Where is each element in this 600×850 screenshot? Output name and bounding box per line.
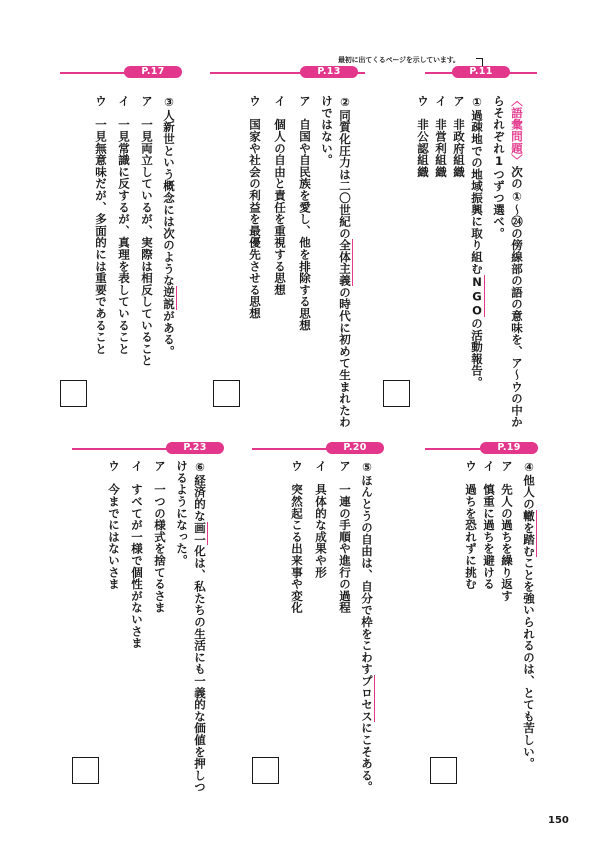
q5-answer-box[interactable] bbox=[252, 757, 279, 784]
q5-option-a bbox=[336, 460, 354, 613]
q3-text-post: がある。 bbox=[162, 309, 176, 358]
page-ref-badge-p23: P.23 bbox=[166, 442, 224, 454]
question-5 bbox=[358, 460, 376, 793]
q3-option-a bbox=[138, 95, 156, 366]
q5-option-u-label: ウ bbox=[290, 460, 304, 472]
q1-term: NGO bbox=[470, 274, 484, 318]
q2-option-a-text: 自国や自民族を愛し、他を排除する思想 bbox=[298, 118, 312, 332]
intro-instruction-line2: らそれぞれ1つずつ選べ。 bbox=[492, 95, 506, 240]
question-2-line2: けではない。 bbox=[320, 95, 334, 166]
q6-text-pre: ⑥経済的な bbox=[193, 460, 207, 522]
q5-option-i-text: 具体的な成果や形 bbox=[314, 483, 328, 579]
q2-answer-box[interactable] bbox=[213, 380, 240, 407]
q6-option-a bbox=[151, 460, 169, 613]
q5-text-post: にこそある。 bbox=[360, 722, 374, 793]
q3-term: 逆説 bbox=[162, 286, 176, 310]
q6-option-i bbox=[128, 460, 146, 649]
q3-text-pre: ③人新世という概念には次のような bbox=[162, 95, 176, 287]
q6-answer-box[interactable] bbox=[72, 757, 99, 784]
q1-answer-box[interactable] bbox=[383, 380, 410, 407]
page-note: 最初に出てくるページを示しています。 bbox=[338, 56, 460, 64]
page-ref-badge-p17: P.17 bbox=[124, 66, 182, 78]
q3-option-a-text: 一見両立しているが、実際は相反していること bbox=[140, 118, 154, 367]
q5-option-a-label: ア bbox=[338, 460, 352, 472]
q6-option-a-label: ア bbox=[153, 460, 167, 472]
q1-option-a-label: ア bbox=[452, 95, 466, 107]
q3-option-u-text: 一見無意味だが、多面的には重要であること bbox=[94, 118, 108, 355]
q1-text-post: の活動報告。 bbox=[470, 317, 484, 389]
q2-text-pre: ②同質化圧力は二〇世紀の bbox=[338, 95, 352, 240]
question-2 bbox=[336, 95, 354, 428]
q1-option-a-text: 非政府組織 bbox=[452, 118, 466, 178]
q4-option-u-text: 過ちを恐れずに挑む bbox=[464, 483, 478, 590]
question-6-line2: けるようになった。 bbox=[175, 460, 189, 567]
q6-text-post: 化は、私たちの生活にも一義的な価値を押しつ bbox=[193, 545, 207, 793]
intro-instruction bbox=[508, 95, 526, 428]
q1-text-pre: ①過疎地での地域振興に取り組む bbox=[470, 95, 484, 275]
q1-option-i-text: 非営利組織 bbox=[434, 118, 448, 178]
q4-answer-box[interactable] bbox=[430, 757, 457, 784]
question-4 bbox=[520, 460, 538, 769]
q4-text-post: ことを強いられるのは、とても苦しい。 bbox=[522, 556, 536, 770]
q4-option-i-label: イ bbox=[482, 460, 496, 472]
q3-option-a-label: ア bbox=[140, 95, 154, 107]
q5-option-i-label: イ bbox=[314, 460, 328, 472]
q5-term: プロセス bbox=[360, 674, 374, 723]
question-3 bbox=[160, 95, 178, 357]
q1-option-i-label: イ bbox=[434, 95, 448, 107]
q2-option-u-label: ウ bbox=[248, 95, 262, 107]
q2-option-i-text: 個人の自由と責任を重視する思想 bbox=[273, 118, 287, 296]
q1-option-a bbox=[450, 95, 468, 178]
q5-option-i bbox=[312, 460, 330, 578]
intro-line1: 次の①～㉔の傍線部の語の意味を、ア～ウの中か bbox=[510, 165, 524, 428]
q5-option-a-text: 一連の手順や進行の過程 bbox=[338, 483, 352, 614]
q2-option-a bbox=[296, 95, 314, 331]
q4-option-a-text: 先人の過ちを繰り返す bbox=[500, 483, 514, 602]
q3-option-i-label: イ bbox=[117, 95, 131, 107]
q4-option-i-text: 慎重に過ちを避ける bbox=[482, 483, 496, 590]
q1-option-i bbox=[432, 95, 450, 178]
q3-answer-box[interactable] bbox=[60, 380, 87, 407]
q2-option-a-label: ア bbox=[298, 95, 312, 107]
q4-option-i bbox=[480, 460, 498, 590]
q6-option-i-text: すべてが一様で個性がないさま bbox=[130, 483, 144, 649]
page-ref-badge-p19: P.19 bbox=[480, 442, 538, 454]
page-ref-badge-p11: P.11 bbox=[452, 66, 510, 78]
q6-option-u-label: ウ bbox=[107, 460, 121, 472]
q2-term: 全体主義 bbox=[338, 239, 352, 287]
q1-option-u bbox=[414, 95, 432, 178]
q3-option-i bbox=[115, 95, 133, 355]
q5-text-pre: ⑤ほんとうの自由は、自分で枠をこわす bbox=[360, 460, 374, 675]
q3-option-u-label: ウ bbox=[94, 95, 108, 107]
q4-option-u-label: ウ bbox=[464, 460, 478, 472]
q5-option-u-text: 突然起こる出来事や変化 bbox=[290, 483, 304, 614]
q4-text-pre: ④他人の bbox=[522, 460, 536, 510]
q1-option-u-text: 非公認組織 bbox=[416, 118, 430, 178]
q3-option-u bbox=[92, 95, 110, 355]
q3-option-i-text: 一見常識に反するが、真理を表していること bbox=[117, 118, 131, 355]
intro-label: 〈語彙問題〉 bbox=[510, 95, 524, 166]
q5-option-u bbox=[288, 460, 306, 613]
q2-option-u-text: 国家や社会の利益を最優先させる思想 bbox=[248, 118, 262, 320]
q6-option-u-text: 今までにはないさま bbox=[107, 483, 121, 590]
question-6 bbox=[191, 460, 209, 793]
q2-option-i bbox=[271, 95, 289, 296]
q2-text-post: の時代に初めて生まれたわ bbox=[338, 286, 352, 428]
q1-option-u-label: ウ bbox=[416, 95, 430, 107]
page-number: 150 bbox=[548, 815, 569, 826]
q2-option-i-label: イ bbox=[273, 95, 287, 107]
q4-option-u bbox=[462, 460, 480, 590]
q6-option-a-text: 一つの様式を捨てるさま bbox=[153, 483, 167, 614]
question-1 bbox=[468, 95, 486, 425]
page-ref-badge-p20: P.20 bbox=[326, 442, 384, 454]
q2-option-u bbox=[246, 95, 264, 319]
page-ref-badge-p13: P.13 bbox=[300, 66, 358, 78]
q6-term: 画一 bbox=[193, 521, 207, 546]
q4-option-a-label: ア bbox=[500, 460, 514, 472]
q6-option-u bbox=[105, 460, 123, 590]
q4-term: 轍を踏む bbox=[522, 509, 536, 557]
q6-option-i-label: イ bbox=[130, 460, 144, 472]
q4-option-a bbox=[498, 460, 516, 602]
